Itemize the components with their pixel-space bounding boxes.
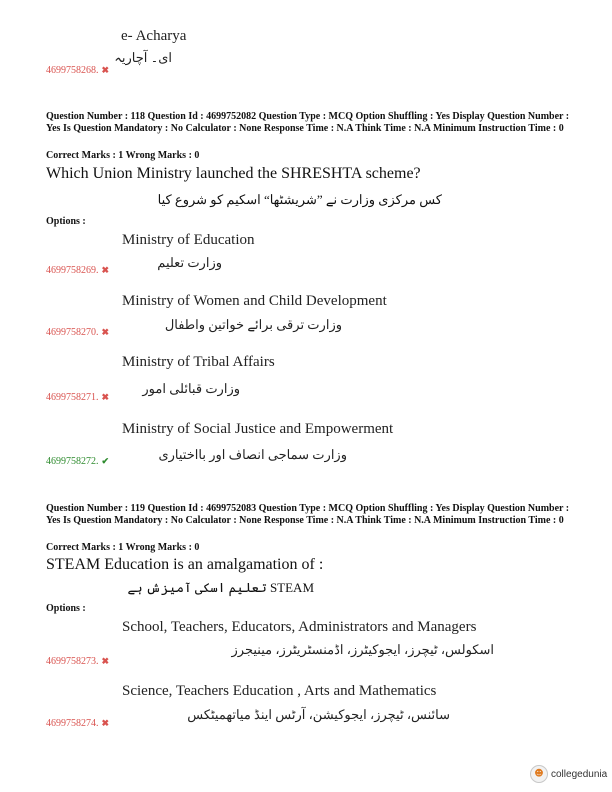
option-text: Ministry of Education	[122, 232, 255, 248]
option-urdu-text: وزارت سماجی انصاف اور بااختیاری	[158, 447, 347, 462]
question-text: Which Union Ministry launched the SHRESHTA scheme?	[46, 165, 421, 182]
cross-icon: ✖	[101, 718, 110, 728]
cross-icon: ✖	[101, 265, 110, 275]
option-text: e- Acharya	[121, 28, 187, 44]
cross-icon: ✖	[101, 65, 110, 75]
option-urdu-text: وزارت قبائلی امور	[142, 381, 240, 396]
cross-icon: ✖	[101, 327, 110, 337]
option-urdu-text: وزارت ترقی برائے خواتین واطفال	[164, 317, 342, 332]
collegedunia-logo	[530, 765, 607, 783]
option-urdu-text: اسکولس، ٹیچرز، ایجوکیٹرز، اڈمنسٹریٹرز، مینیجرز	[231, 642, 494, 657]
question-urdu-text: STEAM تعلیم اسکی آمیزش ہے	[127, 580, 314, 595]
option-id	[46, 456, 109, 467]
question-marks: Correct Marks : 1 Wrong Marks : 0	[46, 150, 200, 161]
option-id-number: 4699758271.	[46, 392, 99, 403]
option-urdu-text: وزارت تعلیم	[157, 255, 222, 270]
question-meta: Question Number : 118 Question Id : 4699752082 Question Type : MCQ Option Shuffling : Yes Display Question Number : Yes Is Question Mandatory : No Calculator : None Response Time : N.A Think Time : N.A Minimum Instruction Time : 0	[46, 111, 570, 134]
option-text: School, Teachers, Educators, Administrators and Managers	[122, 619, 477, 635]
option-id	[46, 392, 109, 403]
cross-icon: ✖	[101, 656, 110, 666]
question-marks: Correct Marks : 1 Wrong Marks : 0	[46, 542, 200, 553]
question-text: STEAM Education is an amalgamation of :	[46, 556, 324, 573]
option-id-number: 4699758272.	[46, 456, 99, 467]
option-id	[46, 65, 109, 76]
option-id-number: 4699758268.	[46, 65, 99, 76]
question-urdu-text: کس مرکزی وزارت نے ”شریشٹھا“ اسکیم کو شروع کیا	[157, 192, 442, 207]
option-urdu-text: ای۔ آچاریہ	[114, 50, 172, 65]
option-id	[46, 265, 109, 276]
cross-icon: ✖	[101, 392, 110, 402]
option-text: Science, Teachers Education , Arts and Mathematics	[122, 683, 437, 699]
options-label: Options :	[46, 216, 86, 227]
option-text: Ministry of Social Justice and Empowerment	[122, 421, 394, 437]
options-label: Options :	[46, 603, 86, 614]
option-id	[46, 327, 109, 338]
option-id-number: 4699758270.	[46, 327, 99, 338]
option-id-number: 4699758269.	[46, 265, 99, 276]
question-meta: Question Number : 119 Question Id : 4699752083 Question Type : MCQ Option Shuffling : Yes Display Question Number : Yes Is Question Mandatory : No Calculator : None Response Time : N.A Think Time : N.A Minimum Instruction Time : 0	[46, 503, 570, 526]
option-id-number: 4699758274.	[46, 718, 99, 729]
option-text: Ministry of Tribal Affairs	[122, 354, 275, 370]
option-id-number: 4699758273.	[46, 656, 99, 667]
option-urdu-text: سائنس، ٹیچرز، ایجوکیشن، آرٹس اینڈ میاتھمیٹکس	[187, 707, 450, 722]
option-text: Ministry of Women and Child Development	[122, 293, 387, 309]
check-icon: ✔	[101, 456, 110, 466]
option-id	[46, 718, 109, 729]
logo-mascot-icon: ☻	[530, 765, 548, 783]
option-id	[46, 656, 109, 667]
logo-text: collegedunia	[551, 768, 608, 780]
